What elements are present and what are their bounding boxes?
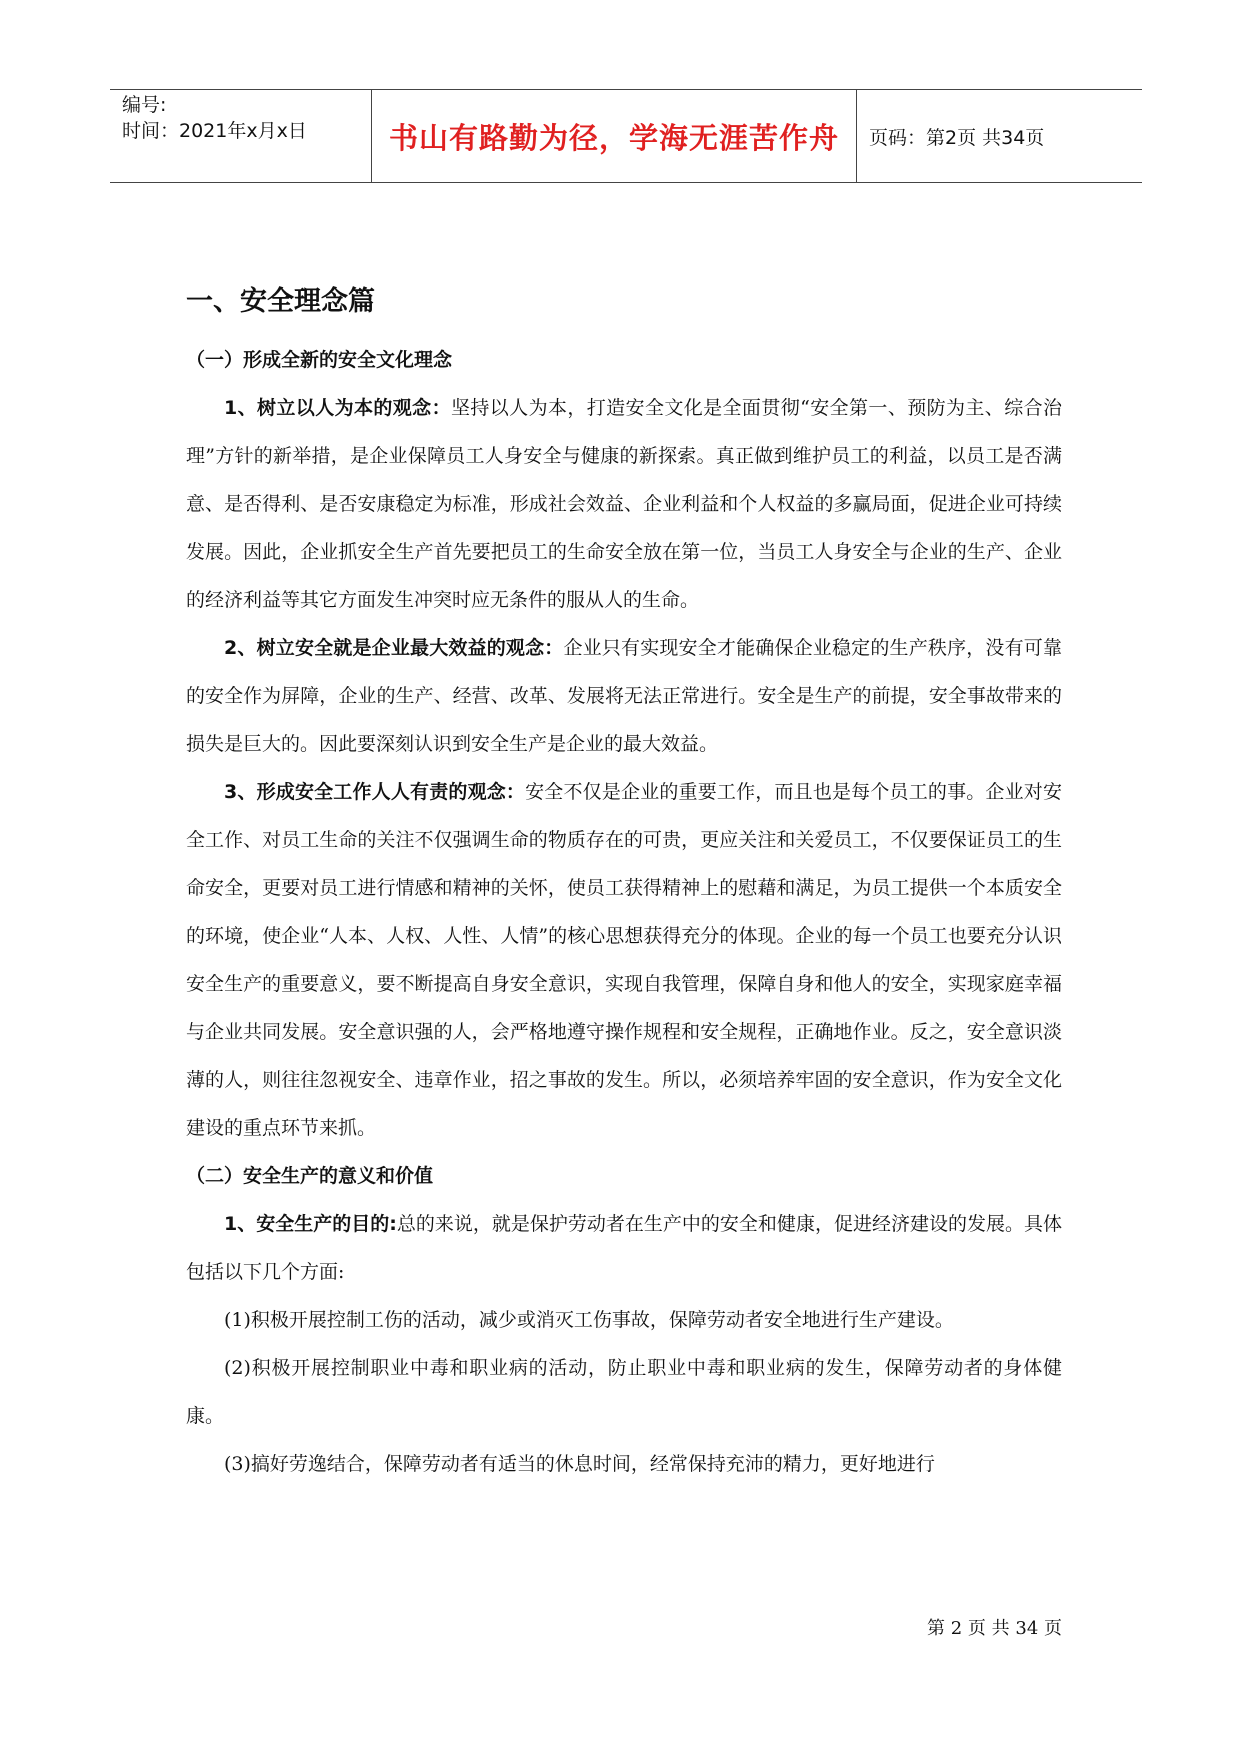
paragraph-text: 总的来说，就是保护劳动者在生产中的安全和健康，促进经济建设的发展。具体包括以下几个方面: [186, 1213, 1062, 1283]
list-item-text: (2)积极开展控制职业中毒和职业病的活动，防止职业中毒和职业病的发生，保障劳动者的身体健康。 [186, 1357, 1062, 1427]
page-footer: 第 2 页 共 34 页 [927, 1618, 1062, 1639]
paragraph-lead: 1、树立以人为本的观念： [224, 397, 451, 419]
subsection-heading: （二）安全生产的意义和价值 [186, 1165, 434, 1187]
paragraph-lead: 3、形成安全工作人人有责的观念： [224, 781, 526, 803]
header-meta [110, 90, 372, 182]
document-time-label: 时间：2021年x月x日 [122, 120, 307, 142]
paragraph-text: 安全不仅是企业的重要工作，而且也是每个员工的事。企业对安全工作、对员工生命的关注不仅强调生命的物质存在的可贵，更应关注和关爱员工，不仅要保证员工的生命安全，更要对员工进行情感和精神的关怀，使员工获得精神上的慰藉和满足，为员工提供一个本质安全的环境，使企业“人本、人权、人性、人情”的核心思想获得充分的体现。企业的每一个员工也要充分认识安全生产的重要意义，要不断提高自身安全意识，实现自我管理，保障自身和他人的安全，实现家庭幸福与企业共同发展。安全意识强的人，会严格地遵守操作规程和安全规程，正确地作业。反之，安全意识淡薄的人，则往往忽视安全、违章作业，招之事故的发生。所以，必须培养牢固的安全意识，作为安全文化建设的重点环节来抓。 [186, 781, 1062, 1139]
list-item-text: (3)搞好劳逸结合，保障劳动者有适当的休息时间，经常保持充沛的精力，更好地进行 [224, 1453, 935, 1475]
paragraph-text: 企业只有实现安全才能确保企业稳定的生产秩序，没有可靠的安全作为屏障，企业的生产、经营、改革、发展将无法正常进行。安全是生产的前提，安全事故带来的损失是巨大的。因此要深刻认识到安全生产是企业的最大效益。 [186, 637, 1062, 755]
paragraph [186, 384, 1062, 624]
section-title: 一、安全理念篇 [186, 286, 375, 317]
header-page-label: 页码：第2页 共34页 [869, 126, 1045, 149]
paragraph [186, 1200, 1062, 1296]
paragraph-text: 坚持以人为本，打造安全文化是全面贯彻“安全第一、预防为主、综合治理”方针的新举措，是企业保障员工人身安全与健康的新探索。真正做到维护员工的利益，以员工是否满意、是否得利、是否安康稳定为标准，形成社会效益、企业利益和个人权益的多赢局面，促进企业可持续发展。因此，企业抓安全生产首先要把员工的生命安全放在第一位，当员工人身安全与企业的生产、企业的经济利益等其它方面发生冲突时应无条件的服从人的生命。 [186, 397, 1062, 611]
paragraph [186, 768, 1062, 1152]
list-item [186, 1344, 1062, 1440]
list-item [186, 1296, 1062, 1344]
document-body [186, 282, 1062, 1488]
header-motto: 书山有路勤为径，学海无涯苦作舟 [372, 90, 857, 182]
paragraph [186, 624, 1062, 768]
list-item-text: (1)积极开展控制工伤的活动，减少或消灭工伤事故，保障劳动者安全地进行生产建设。 [224, 1309, 954, 1331]
paragraph-lead: 1、安全生产的目的: [224, 1213, 397, 1235]
subsection-heading: （一）形成全新的安全文化理念 [186, 349, 453, 371]
paragraph-lead: 2、树立安全就是企业最大效益的观念： [224, 637, 564, 659]
page-header [110, 89, 1142, 183]
list-item [186, 1440, 1062, 1488]
document-number-label: 编号: [122, 94, 167, 116]
